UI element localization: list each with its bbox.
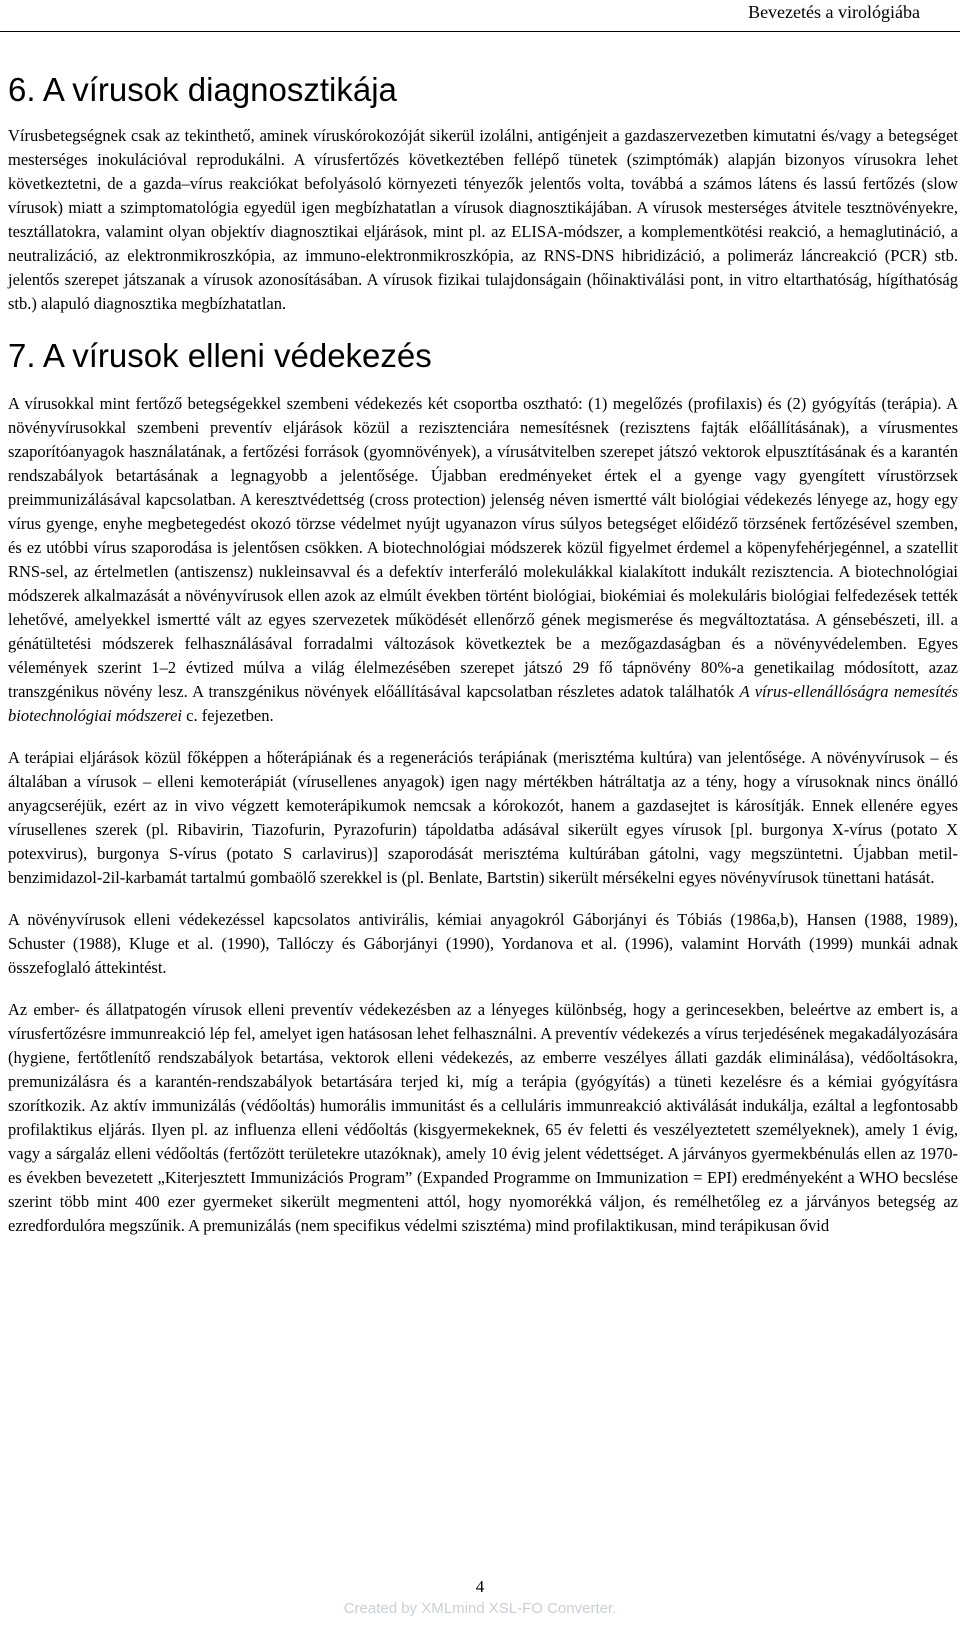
converter-credit: Created by XMLmind XSL-FO Converter. [343, 1600, 617, 1617]
page-number: 4 [475, 1577, 485, 1596]
running-header [0, 0, 960, 32]
section-7-paragraph-2: A terápiai eljárások közül főképpen a hőterápiának és a regenerációs terápiának (merisztéma kultúra) van jelentősége. A növényvírusok – és általában a vírusok – elleni kemoterápiát (vírusellenes anyagok) igen nagy mértékben hátráltatja az a tény, hogy a vírusoknak nincs önálló anyagcseréjük, ezért az in vivo végzett kemoterápikumok nemcsak a kórokozót, hanem a gazdasejtet is károsítják. Ennek ellenére egyes vírusellenes szerek (pl. Ribavirin, Tiazofurin, Pyrazofurin) tápoldatba adásával sikerült egyes vírusok [pl. burgonya X-vírus (potato X potexvirus), burgonya S-vírus (potato S carlavirus)] szaporodását merisztéma kultúrában gátolni, vagy megszüntetni. Újabban metil-benzimidazol-2il-karbamát tartalmú gombaölő szerekkel is (pl. Benlate, Bartstin) sikerült mérsékelni egyes növényvírusok tünettani hatását. [8, 748, 958, 887]
paragraph-text-end: c. fejezetben. [182, 706, 274, 725]
section-7-paragraph-3: A növényvírusok elleni védekezéssel kapcsolatos antivirális, kémiai anyagokról Gáborjányi és Tóbiás (1986a,b), Hansen (1988, 1989), Schuster (1988), Kluge et al. (1990), Tallóczy és Gáborjányi (1990), Yordanova et al. (1996), valamint Horváth (1999) munkái adnak összefoglaló áttekintést. [8, 910, 958, 977]
chapter-reference: A vírus-ellenállóságra nemesítés biotechnológiai módszerei [8, 682, 959, 725]
section-6-paragraph: Vírusbetegségnek csak az tekinthető, aminek víruskórokozóját sikerül izolálni, antigénjeit a gazdaszervezetben kimutatni és/vagy a betegséget mesterséges inokulációval reprodukálni. A vírusfertőzés következtében fellépő tünetek (szimptómák) alapján bizonyos vírusokra lehet következtetni, de a gazda–vírus reakciókat befolyásoló környezeti tényezők jelentős volta, továbbá a számos látens és lassú fertőzés (slow vírusok) miatt a szimptomatológia egyedül igen megbízhatatlan a vírusok diagnosztikájában. A vírusok mesterséges átvitele tesztnövényekre, tesztállatokra, valamint olyan objektív diagnosztikai eljárások, mint pl. az ELISA-módszer, a komplementkötési reakció, a hemaglutináció, a neutralizáció, az elektronmikroszkópia, az immuno-elektronmikroszkópia, az RNS-DNS hibridizáció, a polimeráz láncreakció (PCR) stb. jelentős szerepet játszanak a vírusok azonosításában. A vírusok fizikai tulajdonságain (hőinaktiválási pont, in vitro eltarthatóság, hígíthatóság stb.) alapuló diagnosztika megbízhatatlan. [8, 126, 958, 313]
section-7-heading: 7. A vírusok elleni védekezés [8, 337, 432, 374]
section-7-paragraph-4: Az ember- és állatpatogén vírusok elleni preventív védekezésben az a lényeges különbség, hogy a gerincesekben, beleértve az embert is, a vírusfertőzésre immunreakció lép fel, amelyet igen hatásosan lehet felhasználni. A preventív védekezés a vírus terjedésének megakadályozására (hygiene, fertőtlenítő rendszabályok betartása, vektorok elleni védekezés, az emberre veszélyes állati gazdák eliminálása), védőoltásokra, premunizálásra és a karantén-rendszabályok betartására terjed ki, míg a terápia (gyógyítás) a tüneti kezelésre és a kémiai gyógyításra szorítkozik. Az aktív immunizálás (védőoltás) humorális immunitást és a celluláris immunreakció aktiválását indukálja, ezáltal a legfontosabb profilaktikus eljárás. Ilyen pl. az influenza elleni védőoltás (kisgyermekeknek, 65 év feletti és veszélyeztetett személyeknek), amely 1 évig, vagy a sárgaláz elleni védőoltás (fertőzött területekre utazóknak), amely 10 évig jelent védettséget. A járványos gyermekbénulás ellen az 1970-es években bevezetett „Kiterjesztett Immunizációs Program” (Expanded Programme on Immunization = EPI) eredményeként a WHO becslése szerint több mint 400 ezer gyermeket sikerült megmenteni attól, hogy nyomorékká váljon, és remélhetőleg ez a járványos betegség az ezredfordulóra megszűnik. A premunizálás (nem specifikus védelmi szisztéma) mind profilaktikusan, mind terápikusan ővid [8, 1000, 958, 1235]
page-content [8, 70, 958, 1256]
running-header-title: Bevezetés a virológiába [748, 2, 920, 22]
section-7-paragraph-1 [8, 392, 958, 728]
paragraph-text: A vírusokkal mint fertőző betegségekkel szembeni védekezés két csoportba osztható: (1) megelőzés (profilaxis) és (2) gyógyítás (terápia). A növényvírusokkal szembeni preventív eljárások közül a rezisztenciára nemesítésnek (rezisztens fajták előállításának), a vírusmentes szaporítóanyagok használatának, a fertőzési források (gyomnövények), a vírusátvitelben szerepet játszó vektorok elpusztításának és a karantén rendszabályok betartásának a legnagyobb a jelentősége. Újabban eredményeket értek el a gyenge vagy gyengített vírustörzsek preimmunizálásával kapcsolatban. A keresztvédettség (cross protection) jelenség néven ismertté vált biológiai védekezés lényege az, hogy egy vírus gyenge, enyhe megbetegedést okozó törzse védelmet nyújt ugyanazon vírus súlyos betegséget előidéző törzsének fertőzésével szemben, és ez utóbbi vírus szaporodása is jelentősen csökken. A biotechnológiai módszerek közül figyelmet érdemel a köpenyfehérjegénnel, a szatellit RNS-sel, az értelmetlen (antiszensz) nukleinsavval és a defektív interferáló molekulákkal kialakított indukált rezisztencia. A biotechnológiai módszerek alkalmazását a növényvírusok ellen azok az elmúlt években történt biológiai, biokémiai és molekuláris biológiai felfedezések tették lehetővé, amelyekkel ismertté vált az egyes szervezetek működését ellenőrző gének megismerése és megváltoztatása. A génsebészeti, ill. a génátültetési módszerek felhasználásával forradalmi változások következtek be a mezőgazdaságban és a növényvédelemben. Egyes vélemények szerint 1–2 évtized múlva a világ élelmezésében szerepet játszó 29 fő tápnövény 80%-a genetikailag módosított, azaz transzgénikus növény lesz. A transzgénikus növények előállításával kapcsolatban részletes adatok találhatók [8, 394, 958, 701]
section-6-heading: 6. A vírusok diagnosztikája [8, 71, 397, 108]
